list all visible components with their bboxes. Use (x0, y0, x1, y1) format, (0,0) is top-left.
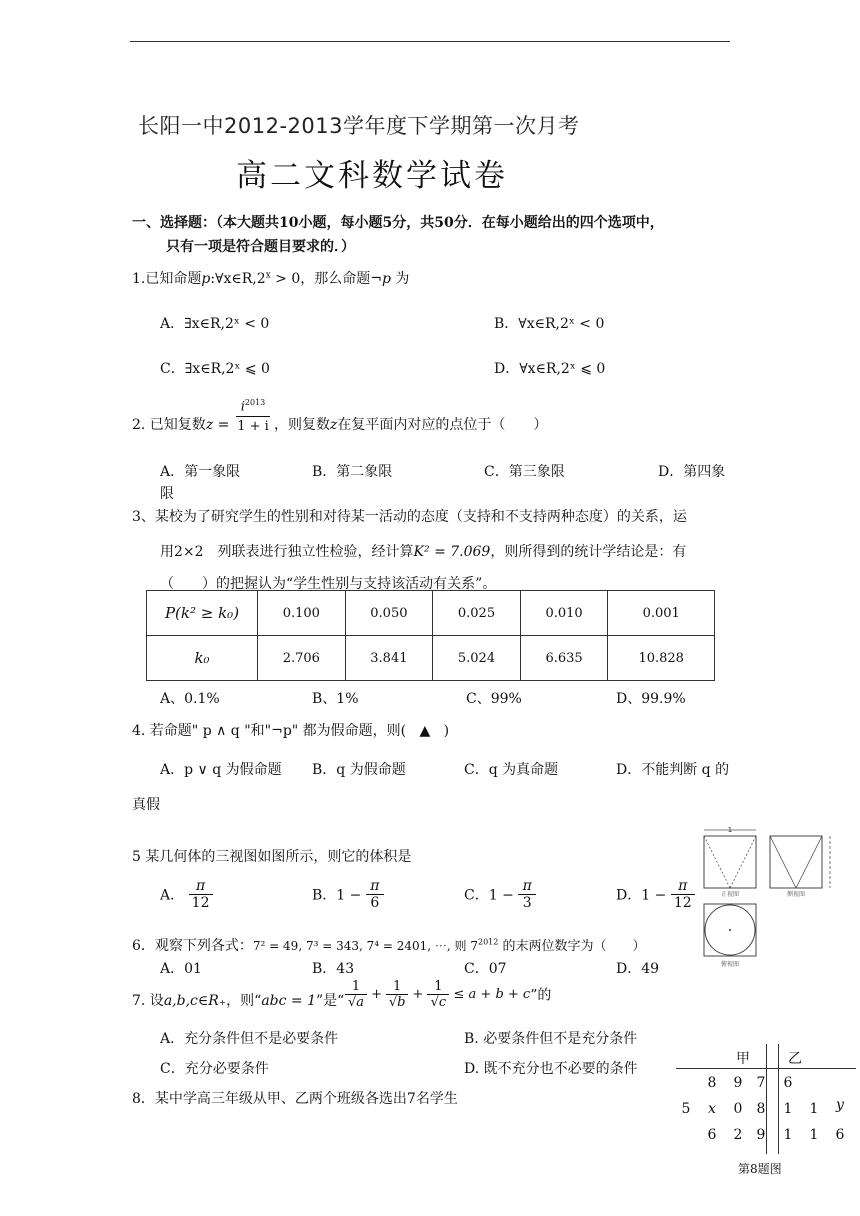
leaf-cell: 5 (681, 1101, 691, 1117)
question-5-stem: 5 某几何体的三视图如图所示，则它的体积是 (132, 849, 412, 865)
stem-cell: 9 (756, 1127, 766, 1143)
q5-option-c: C．1 − $\frac{\pi}{3}$ (464, 878, 536, 911)
table-cell: 10.828 (608, 636, 715, 681)
leaf-cell: x (708, 1101, 716, 1117)
q2-option-a: A．第一象限 (160, 464, 241, 480)
question-1-stem: 1.已知命题$p:\forall x\in R,2^x > 0$，那么命题¬p 为 (132, 270, 410, 287)
question-2-stem-b: ，则复数z在复平面内对应的点位于（ ） (274, 417, 548, 433)
critical-value-table (146, 590, 715, 681)
table-cell: 6.635 (520, 636, 608, 681)
question-3-line3: （ ）的把握认为“学生性别与支持该活动有关系”。 (160, 576, 497, 592)
section-heading: 一、选择题：（本大题共10小题，每小题5分，共50分．在每小题给出的四个选项中， (132, 215, 664, 231)
exam-school-title: 长阳一中2012-2013学年度下学期第一次月考 (138, 114, 580, 138)
table-cell: 0.025 (433, 591, 521, 636)
q4-option-c: C．q 为真命题 (464, 762, 559, 778)
leaf-cell: 8 (707, 1075, 717, 1091)
answer-marker: ▲ (419, 723, 431, 739)
q7-option-c: C．充分必要条件 (160, 1061, 269, 1077)
q2-option-d-wrap: 限 (160, 486, 174, 502)
q6-option-b: B．43 (312, 961, 355, 977)
table-row (147, 636, 715, 681)
q3-option-d: D、99.9% (616, 691, 686, 707)
table-cell: 5.024 (433, 636, 521, 681)
question-6-stem: 6．观察下列各式：7² = 49, 7³ = 343, 7⁴ = 2401, ⋯, 则 $7^{2012}$ 的末两位数字为（ ） (132, 937, 646, 954)
leaf-cell: 1 (783, 1101, 793, 1117)
q1-option-c: C．∃x∈R,2ˣ ⩽ 0 (160, 361, 270, 377)
leaf-cell: 6 (707, 1127, 717, 1143)
question-2-stem: 2. 已知复数z = (132, 417, 230, 433)
section-heading-cont: 只有一项是符合题目要求的．） (166, 239, 355, 255)
front-view-label: 正视图 (720, 891, 740, 898)
q3-option-a: A、0.1% (160, 691, 220, 707)
leaf-cell: 1 (809, 1101, 819, 1117)
stem-leaf-plot (676, 1044, 856, 1174)
q6-option-d: D．49 (616, 961, 660, 977)
stem-cell: 7 (756, 1075, 766, 1091)
stem-cell: 8 (756, 1101, 766, 1117)
question-4-stem: 4. 若命题" p ∧ q "和"¬p" 都为假命题，则( ▲ ) (132, 723, 450, 739)
table-row (147, 591, 715, 636)
leaf-cell: 1 (809, 1127, 819, 1143)
figure-8-caption: 第8题图 (738, 1162, 782, 1176)
top-view-label: 俯视图 (720, 961, 740, 968)
table-cell: 2.706 (258, 636, 346, 681)
leaf-cell: 2 (733, 1127, 743, 1143)
q7-option-b: B. 必要条件但不是充分条件 (464, 1031, 638, 1047)
leaf-cell: 9 (733, 1075, 743, 1091)
three-view-figure (698, 824, 846, 976)
q6-option-c: C．07 (464, 961, 507, 977)
q6-option-a: A．01 (160, 961, 202, 977)
q4-option-b: B．q 为假命题 (312, 762, 406, 778)
leaf-cell: 0 (733, 1101, 743, 1117)
leaf-cell: 6 (783, 1075, 793, 1091)
question-3-line1: 3、某校为了研究学生的性别和对待某一活动的态度（支持和不支持两种态度）的关系，运 (132, 509, 687, 525)
q5-option-a: A． $\frac{\pi}{12}$ (160, 878, 213, 911)
leaf-cell: 6 (835, 1127, 845, 1143)
q1-option-b: B．∀x∈R,2ˣ < 0 (494, 316, 605, 332)
class-b-label: 乙 (788, 1051, 802, 1067)
q5-option-b: B．1 − $\frac{\pi}{6}$ (312, 878, 384, 911)
exam-subject-title: 高二文科数学试卷 (236, 158, 508, 194)
q4-option-a: A．p ∨ q 为假命题 (160, 762, 282, 778)
side-view-label: 侧视图 (786, 891, 806, 898)
q4-option-d-wrap: 真假 (132, 797, 160, 813)
q7-option-d: D. 既不充分也不必要的条件 (464, 1061, 638, 1077)
table-cell: 3.841 (345, 636, 433, 681)
question-3-line2: 用2×2 列联表进行独立性检验，经计算K² = 7.069，则所得到的统计学结论是：有 (160, 544, 687, 560)
q2-option-b: B．第二象限 (312, 464, 393, 480)
q2-option-c: C．第三象限 (484, 464, 565, 480)
q3-option-c: C、99% (466, 691, 522, 707)
q4-option-d: D．不能判断 q 的 (616, 762, 730, 778)
table-cell: 0.100 (258, 591, 346, 636)
header-rule (130, 41, 730, 42)
table-cell: 0.001 (608, 591, 715, 636)
table-header-p: P(k² ≥ k₀) (147, 591, 258, 636)
q2-fraction: $i^{2013}$ 1 + i (237, 398, 269, 435)
leaf-cell: 1 (783, 1127, 793, 1143)
q1-option-a: A．∃x∈R,2ˣ < 0 (160, 316, 270, 332)
question-8-stem: 8．某中学高三年级从甲、乙两个班级各选出7名学生 (132, 1091, 458, 1107)
table-cell: 0.050 (345, 591, 433, 636)
q7-option-a: A．充分条件但不是必要条件 (160, 1031, 339, 1047)
q1-option-d: D．∀x∈R,2ˣ ⩽ 0 (494, 361, 606, 377)
class-a-label: 甲 (736, 1051, 750, 1067)
table-cell: 0.010 (520, 591, 608, 636)
q3-option-b: B、1% (312, 691, 359, 707)
q5-option-d: D．1 − $\frac{\pi}{12}$ (616, 878, 695, 911)
table-header-k: k₀ (147, 636, 258, 681)
q2-option-d: D．第四象 (658, 464, 726, 480)
question-7-stem: 7. 设a,b,c∈R₊，则“abc = 1”是“ (132, 993, 345, 1009)
dimension-label: 1 (727, 826, 733, 834)
leaf-cell: y (836, 1097, 844, 1113)
q7-inequality: $\frac{1}{√a}$ + $\frac{1}{√b}$ + $\frac{1}{√c}$ ≤ a + b + c”的 (345, 979, 551, 1010)
